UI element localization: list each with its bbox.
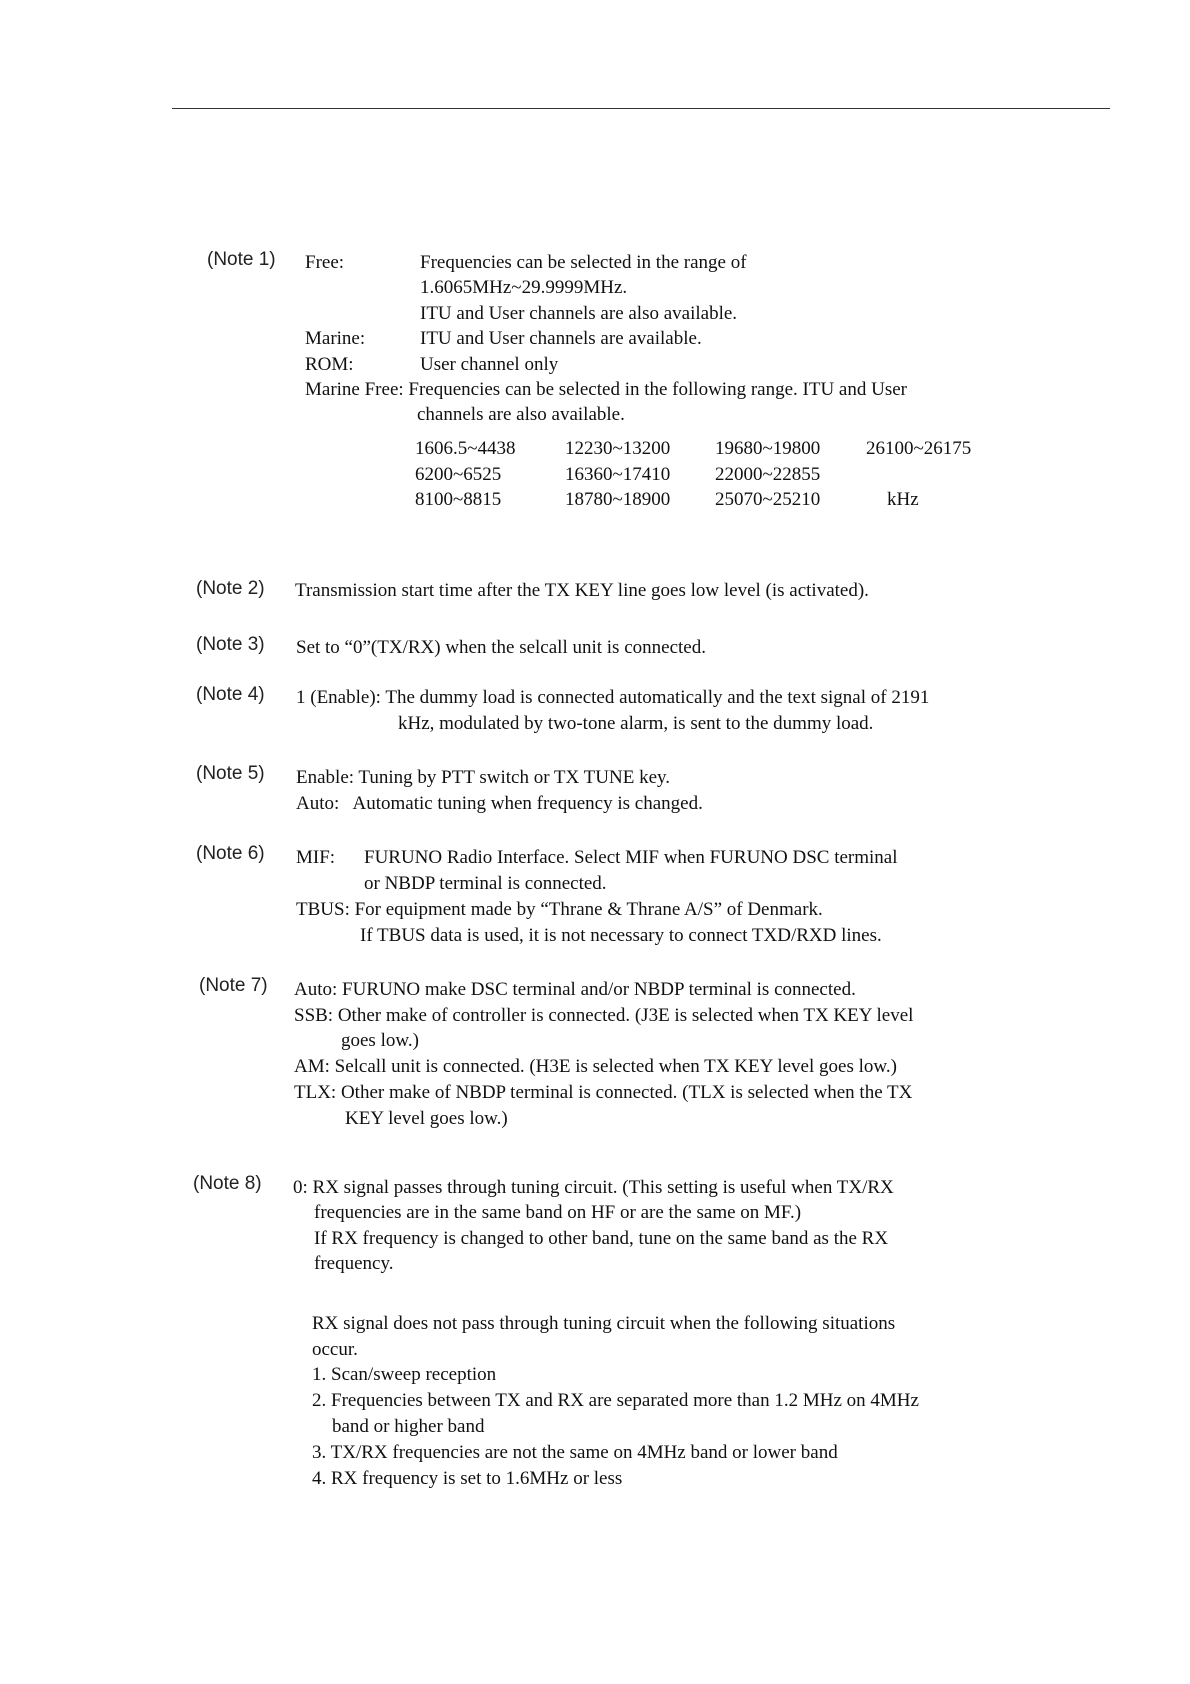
note1-free-line1: Frequencies can be selected in the range of (420, 252, 747, 273)
note1-marine-desc: ITU and User channels are available. (420, 328, 702, 349)
note1-marine-free-line1: Marine Free: Frequencies can be selected in the following range. ITU and User (305, 379, 907, 400)
note6-tbus-line2: If TBUS data is used, it is not necessary to connect TXD/RXD lines. (360, 925, 882, 946)
note6-mif-line1: FURUNO Radio Interface. Select MIF when FURUNO DSC terminal (364, 847, 898, 868)
note1-rom-desc: User channel only (420, 354, 559, 375)
note8-line2: frequencies are in the same band on HF or are the same on MF.) (314, 1202, 802, 1223)
note4-line1: 1 (Enable): The dummy load is connected automatically and the text signal of 2191 (296, 687, 930, 708)
note7-auto: Auto: FURUNO make DSC terminal and/or NBDP terminal is connected. (294, 979, 856, 1000)
note8-line1: 0: RX signal passes through tuning circuit. (This setting is useful when TX/RX (293, 1177, 894, 1198)
note8-item-4: 4. RX frequency is set to 1.6MHz or less (312, 1468, 623, 1489)
note8-line4: frequency. (314, 1253, 394, 1274)
note1-free-term: Free: (305, 252, 345, 273)
note8-item-3: 3. TX/RX frequencies are not the same on 4MHz band or lower band (312, 1442, 838, 1463)
note6-mif-term: MIF: (296, 847, 336, 868)
note7-am: AM: Selcall unit is connected. (H3E is selected when TX KEY level goes low.) (294, 1056, 897, 1077)
note-7-label: (Note 7) (199, 975, 268, 996)
range-cell: 22000~22855 (715, 464, 821, 485)
note8-para1: RX signal does not pass through tuning circuit when the following situations (312, 1313, 896, 1334)
range-cell: 19680~19800 (715, 438, 821, 459)
note1-marine-term: Marine: (305, 328, 366, 349)
note7-ssb-line1: SSB: Other make of controller is connected. (J3E is selected when TX KEY level (294, 1005, 914, 1026)
note6-mif-line2: or NBDP terminal is connected. (364, 873, 607, 894)
note8-item-1: 1. Scan/sweep reception (312, 1364, 497, 1385)
range-unit: kHz (887, 489, 919, 510)
note2-text: Transmission start time after the TX KEY line goes low level (is activated). (295, 580, 869, 601)
note-2-label: (Note 2) (196, 578, 265, 599)
note-1-label: (Note 1) (207, 249, 276, 270)
note5-line1: Enable: Tuning by PTT switch or TX TUNE key. (296, 767, 671, 788)
note4-line2: kHz, modulated by two-tone alarm, is sent to the dummy load. (398, 713, 874, 734)
note8-para2: occur. (312, 1339, 358, 1360)
header-rule (172, 108, 1110, 109)
note-5-label: (Note 5) (196, 763, 265, 784)
range-cell: 1606.5~4438 (415, 438, 516, 459)
range-cell: 18780~18900 (565, 489, 671, 510)
range-cell: 16360~17410 (565, 464, 671, 485)
note7-tlx-line2: KEY level goes low.) (345, 1108, 508, 1129)
note3-text: Set to “0”(TX/RX) when the selcall unit is connected. (296, 637, 706, 658)
range-cell: 6200~6525 (415, 464, 502, 485)
note-6-label: (Note 6) (196, 843, 265, 864)
range-cell: 12230~13200 (565, 438, 671, 459)
range-cell: 8100~8815 (415, 489, 502, 510)
note1-rom-term: ROM: (305, 354, 354, 375)
note1-marine-free-line2: channels are also available. (417, 404, 625, 425)
note6-tbus-line1: TBUS: For equipment made by “Thrane & Thrane A/S” of Denmark. (296, 899, 823, 920)
note8-line3: If RX frequency is changed to other band, tune on the same band as the RX (314, 1228, 889, 1249)
note1-free-line3: ITU and User channels are also available. (420, 303, 738, 324)
note1-free-line2: 1.6065MHz~29.9999MHz. (420, 277, 628, 298)
note-8-label: (Note 8) (193, 1173, 262, 1194)
note5-line2: Auto: Automatic tuning when frequency is changed. (296, 793, 703, 814)
range-cell: 26100~26175 (866, 438, 972, 459)
note7-ssb-line2: goes low.) (341, 1030, 419, 1051)
note8-item-2-cont: band or higher band (332, 1416, 485, 1437)
note7-tlx-line1: TLX: Other make of NBDP terminal is connected. (TLX is selected when the TX (294, 1082, 913, 1103)
note-4-label: (Note 4) (196, 684, 265, 705)
note8-item-2: 2. Frequencies between TX and RX are separated more than 1.2 MHz on 4MHz (312, 1390, 919, 1411)
note-3-label: (Note 3) (196, 634, 265, 655)
range-cell: 25070~25210 (715, 489, 821, 510)
